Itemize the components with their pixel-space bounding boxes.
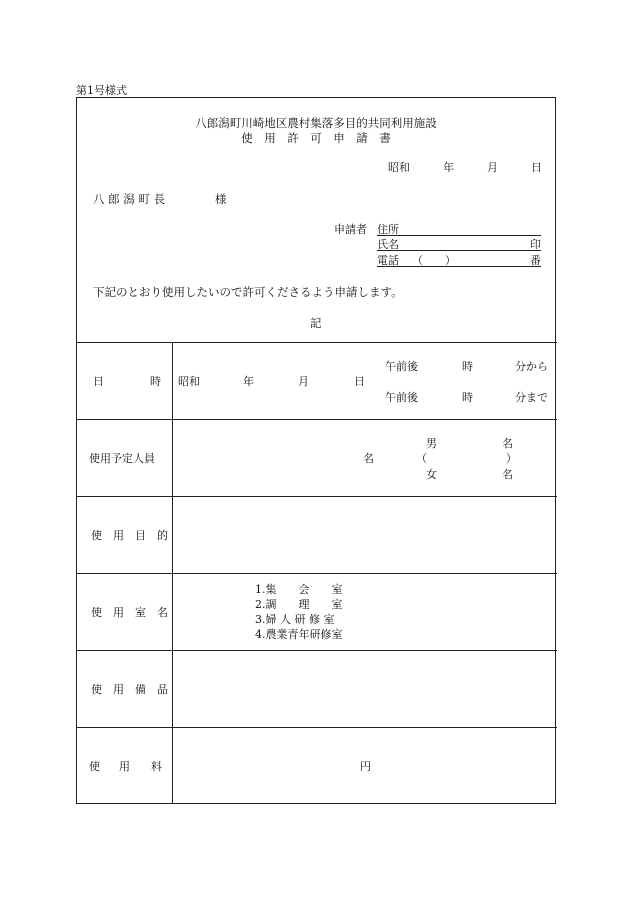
people-paren-open: （ [416,452,427,465]
datetime-era: 昭和 [178,375,200,388]
date-era: 昭和 [388,161,410,174]
room-option: 3.婦 人 研 修 室 [255,613,335,626]
female-count-unit: 名 [502,468,513,481]
ki-mark: 記 [310,316,322,330]
address-label: 住所 [377,223,399,236]
datetime-label-a: 日 [93,375,104,388]
address-underline [377,235,541,236]
male-count-unit: 名 [502,437,513,450]
rooms-label: 使 用 室 名 [91,606,168,619]
date-year: 年 [443,161,454,174]
room-option: 2.調 理 室 [255,598,343,611]
divider-equipment [76,727,557,728]
date-day: 日 [531,161,542,174]
seal-mark: 印 [530,238,541,251]
end-until: 分まで [515,391,548,404]
request-text: 下記のとおり使用したいので許可くださるよう申請します。 [93,285,403,299]
fee-label-a: 使 [89,760,100,773]
fee-label-b: 用 [119,760,130,773]
phone-ban: 番 [530,254,541,267]
fee-label-c: 料 [151,760,162,773]
datetime-day: 日 [354,375,365,388]
phone-underline [377,266,541,267]
divider-datetime [76,419,557,420]
female-label: 女 [426,468,437,481]
divider-rooms [76,650,557,651]
form-title: 使 用 許 可 申 請 書 [241,131,391,145]
facility-name: 八郎潟町川崎地区農村集落多目的共同利用施設 [195,116,437,130]
date-month: 月 [487,161,498,174]
equipment-label: 使 用 備 品 [91,683,168,696]
male-label: 男 [426,437,437,450]
start-hour: 時 [462,360,473,373]
fee-unit: 円 [360,760,371,773]
name-underline [377,250,541,251]
phone-paren-close: ） [445,254,456,267]
room-option: 1.集 会 室 [255,583,343,596]
start-ampm: 午前後 [385,360,418,373]
addressee-name: 八 郎 潟 町 長 [93,192,166,206]
label-column-divider [172,342,173,804]
end-ampm: 午前後 [385,391,418,404]
people-paren-close: ） [506,452,517,465]
datetime-label-b: 時 [150,375,161,388]
divider-purpose [76,573,557,574]
people-label: 使用予定人員 [89,452,155,465]
room-option: 4.農業青年研修室 [255,628,343,641]
phone-label: 電話 [377,254,399,267]
datetime-month: 月 [298,375,309,388]
purpose-label: 使 用 目 的 [91,529,168,542]
total-unit: 名 [363,452,374,465]
divider-people [76,496,557,497]
end-hour: 時 [462,391,473,404]
applicant-label: 申請者 [334,223,367,236]
datetime-year: 年 [243,375,254,388]
phone-paren-open: （ [412,254,423,267]
addressee-honorific: 様 [215,192,227,206]
divider-header [76,342,557,343]
name-label: 氏名 [377,238,399,251]
start-from: 分から [515,360,548,373]
form-number: 第1号様式 [76,84,127,97]
